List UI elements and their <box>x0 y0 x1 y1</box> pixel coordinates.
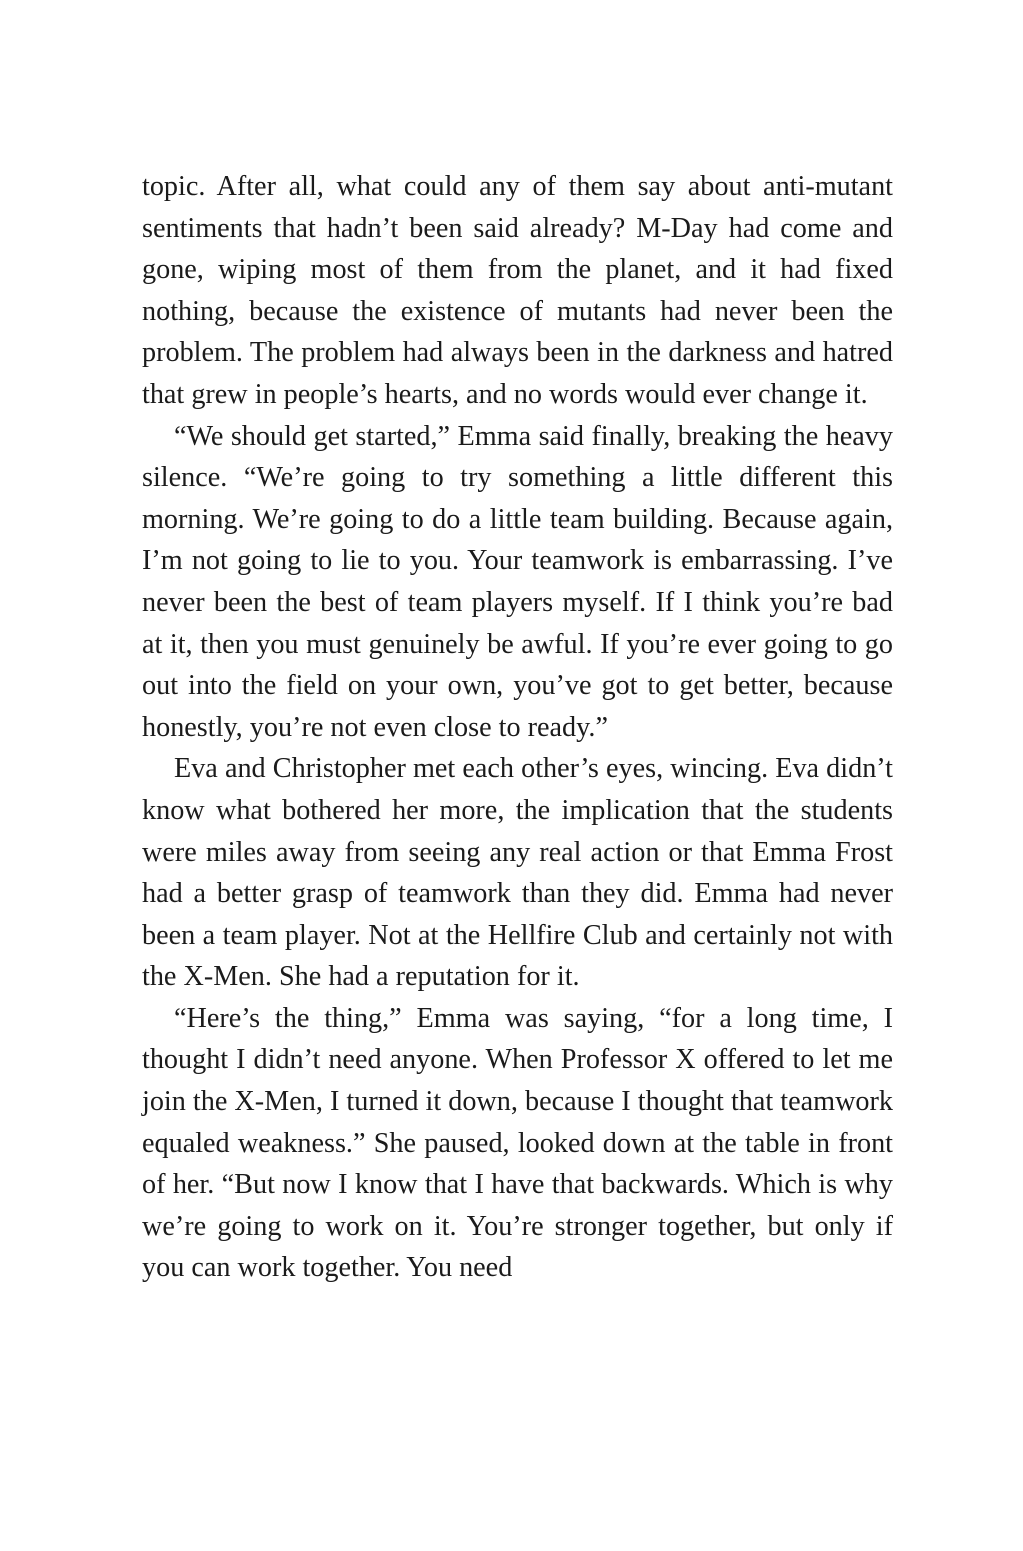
paragraph-1: topic. After all, what could any of them say about anti-mutant sentiments that hadn’t been said already? M-Day had come and gone, wiping most of them from the planet, and it had fixed nothing, because the existence of mutants had never been the problem. The problem had always been in the darkness and hatred that grew in people’s hearts, and no words would ever change it. <box>142 171 893 410</box>
paragraph-4: “Here’s the thing,” Emma was saying, “for a long time, I thought I didn’t need anyone. When Professor X offered to let me join the X-Men, I turned it down, because I thought that teamwork equaled weakness.” She paused, looked down at the table in front of her. “But now I know that I have that backwards. Which is why we’re going to work on it. You’re stronger together, but only if you can work together. You need <box>142 1002 893 1284</box>
paragraph-3: Eva and Christopher met each other’s eyes, wincing. Eva didn’t know what bothered her more, the implication that the students were miles away from seeing any real action or that Emma Frost had a better grasp of teamwork than they did. Emma had never been a team player. Not at the Hellfire Club and certainly not with the X-Men. She had a reputation for it. <box>142 753 893 993</box>
body-text <box>142 166 893 1289</box>
paragraph-2: “We should get started,” Emma said finally, breaking the heavy silence. “We’re going to try something a little different this morning. We’re going to do a little team building. Because again, I’m not going to lie to you. Your teamwork is embarrassing. I’ve never been the best of team players myself. If I think you’re bad at it, then you must genuinely be awful. If you’re ever going to go out into the field on your own, you’ve got to get better, because honestly, you’re not even close to ready.” <box>142 420 893 743</box>
